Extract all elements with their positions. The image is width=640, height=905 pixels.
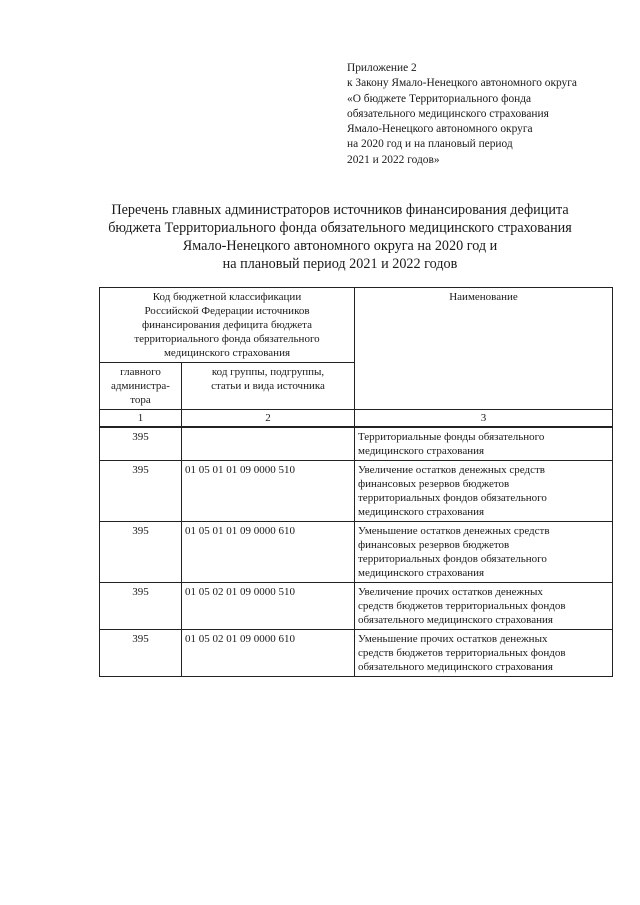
header-line: статьи и вида источника	[211, 380, 325, 392]
annex-line: Ямало-Ненецкого автономного округа	[347, 123, 533, 136]
name-line: обязательного медицинского страхования	[358, 614, 553, 626]
header-line: администра-	[111, 380, 170, 392]
source-code-cell	[182, 427, 355, 461]
annex-line: на 2020 год и на плановый период	[347, 138, 513, 151]
source-code-cell: 01 05 01 01 09 0000 610	[182, 522, 355, 583]
name-cell	[355, 522, 613, 583]
annex-line: 2021 и 2022 годов»	[347, 153, 440, 166]
annex-line: обязательного медицинского страхования	[347, 107, 549, 120]
table-row	[100, 630, 613, 677]
name-line: финансовых резервов бюджетов	[358, 539, 510, 551]
header-line: главного	[120, 366, 161, 378]
name-line: территориальных фондов обязательного	[358, 553, 547, 565]
annex-line: «О бюджете Территориального фонда	[347, 92, 532, 105]
admin-code-cell: 395	[100, 461, 182, 522]
header-line: код группы, подгруппы,	[211, 366, 325, 378]
name-line: Территориальные фонды обязательного	[358, 431, 545, 443]
admin-code-cell: 395	[100, 583, 182, 630]
name-line: обязательного медицинского страхования	[358, 661, 553, 673]
name-line: Уменьшение остатков денежных средств	[358, 525, 550, 537]
column-number: 3	[355, 410, 613, 428]
title-line: бюджета Территориального фонда обязательного медицинского страхования	[108, 220, 572, 236]
column-number: 1	[100, 410, 182, 428]
name-cell	[355, 427, 613, 461]
name-cell	[355, 461, 613, 522]
header-line: тора	[130, 394, 151, 406]
name-line: медицинского страхования	[358, 506, 485, 518]
name-line: территориальных фондов обязательного	[358, 492, 547, 504]
source-code-cell: 01 05 01 01 09 0000 510	[182, 461, 355, 522]
column-number: 2	[182, 410, 355, 428]
name-line: медицинского страхования	[358, 567, 485, 579]
name-line: средств бюджетов территориальных фондов	[358, 647, 566, 659]
table-row	[100, 522, 613, 583]
administrators-table	[99, 287, 613, 677]
source-code-cell: 01 05 02 01 09 0000 510	[182, 583, 355, 630]
header-line: финансирования дефицита бюджета	[142, 319, 312, 331]
table-row	[100, 583, 613, 630]
header-line: медицинского страхования	[163, 347, 291, 359]
header-line: территориального фонда обязательного	[134, 333, 320, 345]
name-cell	[355, 630, 613, 677]
column-number-row	[100, 410, 613, 428]
table-row	[100, 461, 613, 522]
admin-code-cell: 395	[100, 630, 182, 677]
name-line: финансовых резервов бюджетов	[358, 478, 510, 490]
name-line: медицинского страхования	[358, 445, 485, 457]
annex-line: к Закону Ямало-Ненецкого автономного округа	[347, 77, 577, 90]
annex-reference	[347, 61, 632, 168]
name-line: Увеличение остатков денежных средств	[358, 464, 545, 476]
budget-code-header	[100, 288, 355, 363]
annex-line: Приложение 2	[347, 62, 417, 74]
document-title	[40, 201, 640, 273]
name-line: средств бюджетов территориальных фондов	[358, 600, 566, 612]
header-line: Российской Федерации источников	[144, 305, 310, 317]
admin-code-cell: 395	[100, 427, 182, 461]
title-line: Ямало-Ненецкого автономного округа на 2020 год и	[182, 238, 498, 254]
name-line: Уменьшение прочих остатков денежных	[358, 633, 548, 645]
name-cell	[355, 583, 613, 630]
title-line: Перечень главных администраторов источников финансирования дефицита	[111, 202, 569, 218]
name-column-header: Наименование	[355, 288, 613, 410]
source-code-cell: 01 05 02 01 09 0000 610	[182, 630, 355, 677]
source-code-column-header	[182, 363, 355, 410]
table-row	[100, 427, 613, 461]
title-line: на плановый период 2021 и 2022 годов	[222, 256, 458, 272]
name-line: Увеличение прочих остатков денежных	[358, 586, 543, 598]
header-line: Код бюджетной классификации	[152, 291, 302, 303]
admin-code-cell: 395	[100, 522, 182, 583]
admin-column-header	[100, 363, 182, 410]
